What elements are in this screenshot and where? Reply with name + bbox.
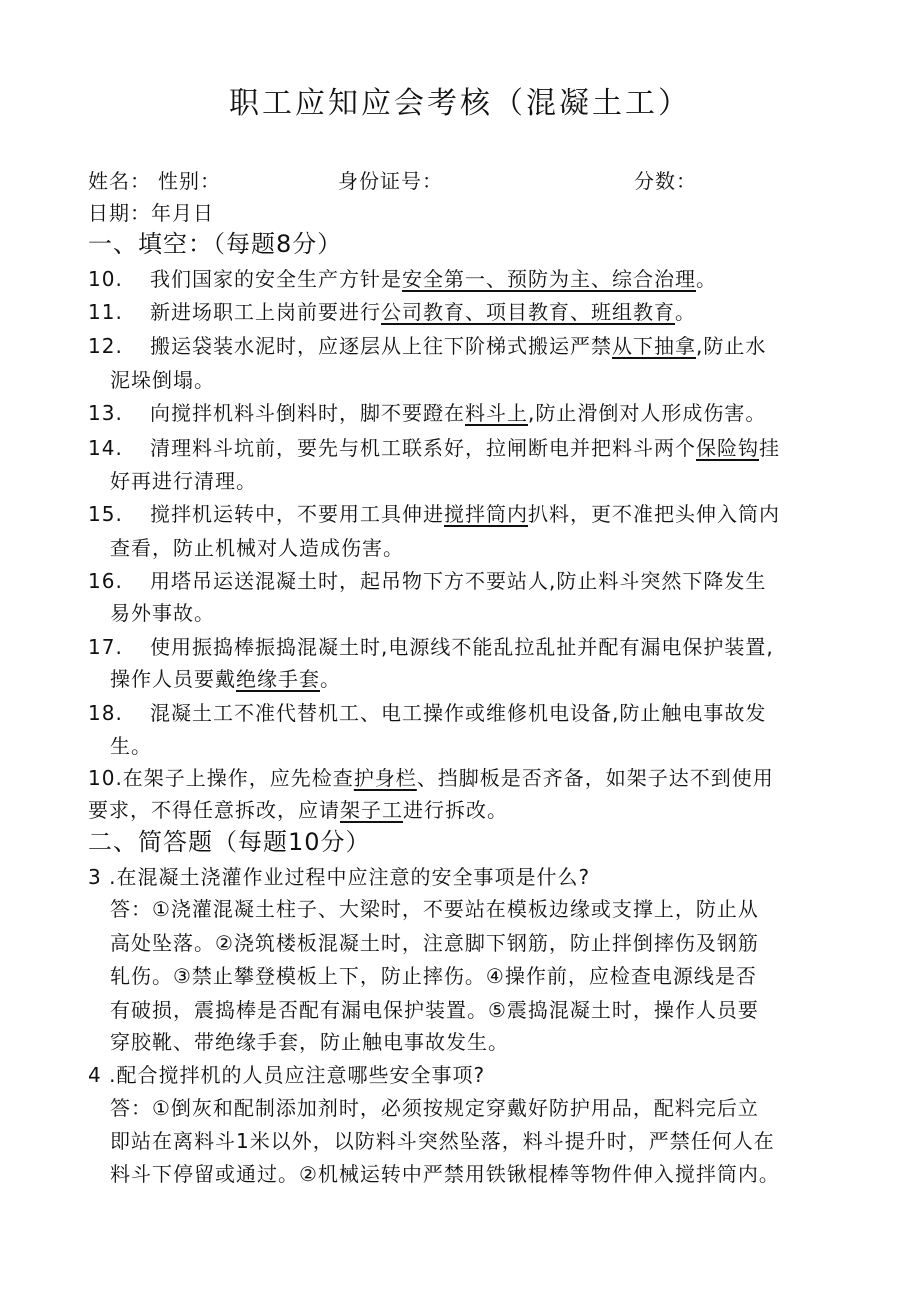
fill-item-continuation: 泥垛倒塌。 xyxy=(110,368,215,392)
item-text: 。 xyxy=(696,267,717,291)
answer-line: 穿胶靴、带绝缘手套，防止触电事故发生。 xyxy=(110,1030,509,1054)
item-text: 10.在架子上操作，应先检查 xyxy=(88,766,354,790)
fill-item-continuation: 易外事故。 xyxy=(110,601,215,625)
date-label: 日期： xyxy=(88,201,151,225)
fill-item xyxy=(88,297,696,327)
item-text: 搬运袋装水泥时，应逐层从上往下阶梯式搬运严禁 xyxy=(150,334,612,358)
fill-item xyxy=(88,763,774,793)
fill-item xyxy=(88,264,717,294)
item-text: 挂 xyxy=(759,436,780,460)
fill-item xyxy=(88,632,774,662)
answer-blank: 架子工 xyxy=(340,798,403,822)
item-number: 10. xyxy=(88,267,123,291)
answer-line: 答：①倒灰和配制添加剂时，必须按规定穿戴好防护用品，配料完后立 xyxy=(110,1096,759,1120)
answer-line: 即站在离料斗1米以外，以防料斗突然坠落，料斗提升时，严禁任何人在 xyxy=(110,1129,775,1153)
item-text: 要求，不得任意拆改，应请 xyxy=(88,798,340,822)
item-text: ,防止水 xyxy=(696,334,767,358)
item-text: 。 xyxy=(320,667,341,691)
item-text: 搅拌机运转中，不要用工具伸进 xyxy=(150,502,444,526)
answer-line: 料斗下停留或通过。②机械运转中严禁用铁锹棍棒等物件伸入搅拌筒内。 xyxy=(110,1162,780,1186)
answer-blank: 料斗上 xyxy=(465,401,528,425)
item-text: 混凝土工不准代替机工、电工操作或维修机电设备,防止触电事故发 xyxy=(150,701,767,725)
item-number: 14. xyxy=(88,436,123,460)
fill-item-continuation: 好再进行清理。 xyxy=(110,469,257,493)
item-number: 12. xyxy=(88,334,123,358)
answer-blank: 绝缘手套 xyxy=(236,667,320,691)
gender-label: 性别： xyxy=(158,169,221,193)
item-number: 11. xyxy=(88,300,123,324)
section-fill-title: 一、填空：（每题8分） xyxy=(88,230,343,258)
answer-blank: 安全第一、预防为主、综合治理 xyxy=(402,267,696,291)
section-short-answer-title: 二、简答题（每题10分） xyxy=(88,828,371,856)
answer-blank: 公司教育、项目教育、班组教育 xyxy=(381,300,675,324)
name-label: 姓名： xyxy=(88,169,151,193)
answer-line: 答：①浇灌混凝土柱子、大梁时，不要站在模板边缘或支撑上，防止从 xyxy=(110,897,759,921)
item-text: 向搅拌机料斗倒料时，脚不要蹬在 xyxy=(150,401,465,425)
fill-item xyxy=(88,698,766,728)
fill-item-continuation: 查看，防止机械对人造成伤害。 xyxy=(110,536,404,560)
answer-blank: 从下抽拿 xyxy=(612,334,696,358)
item-text: 操作人员要戴 xyxy=(110,667,236,691)
score-label: 分数： xyxy=(634,169,697,193)
item-text: 清理料斗坑前，要先与机工联系好，拉闸断电并把料斗两个 xyxy=(150,436,696,460)
item-number: 16. xyxy=(88,569,123,593)
fill-item xyxy=(88,566,766,596)
item-text: 、挡脚板是否齐备，如架子达不到使用 xyxy=(416,766,774,790)
fill-item-continuation: 生。 xyxy=(110,734,152,758)
item-text: 用塔吊运送混凝土时，起吊物下方不要站人,防止料斗突然下降发生 xyxy=(150,569,767,593)
item-text: 。 xyxy=(675,300,696,324)
question-text: 4 .配合搅拌机的人员应注意哪些安全事项? xyxy=(88,1063,486,1087)
id-number-label: 身份证号： xyxy=(338,169,443,193)
question-text: 3 .在混凝土浇灌作业过程中应注意的安全事项是什么? xyxy=(88,865,591,889)
item-number: 15. xyxy=(88,502,123,526)
date-row xyxy=(88,198,214,228)
fill-item xyxy=(88,331,766,361)
item-number: 18. xyxy=(88,701,123,725)
fill-item xyxy=(88,499,780,529)
answer-blank: 护身栏 xyxy=(353,766,417,790)
answer-line: 有破损，震捣棒是否配有漏电保护装置。⑤震捣混凝土时，操作人员要 xyxy=(110,998,759,1022)
answer-blank: 保险钩 xyxy=(696,436,759,460)
item-text: 扒料，更不准把头伸入筒内 xyxy=(528,502,780,526)
fill-item xyxy=(88,398,766,428)
answer-line: 轧伤。③禁止攀登模板上下，防止摔伤。④操作前，应检查电源线是否 xyxy=(110,964,757,988)
fill-item-continuation xyxy=(110,664,341,694)
item-text: 使用振捣棒振捣混凝土时,电源线不能乱拉乱扯并配有漏电保护装置, xyxy=(150,635,774,659)
item-number: 17. xyxy=(88,635,123,659)
page-title: 职工应知应会考核（混凝土工） xyxy=(229,86,691,121)
item-text: 进行拆改。 xyxy=(403,798,508,822)
date-value: 年月日 xyxy=(151,201,214,225)
answer-blank: 搅拌筒内 xyxy=(444,502,528,526)
item-text: 我们国家的安全生产方针是 xyxy=(150,267,402,291)
item-text: ,防止滑倒对人形成伤害。 xyxy=(528,401,767,425)
fill-item-continuation xyxy=(88,795,508,825)
answer-line: 高处坠落。②浇筑楼板混凝土时，注意脚下钢筋，防止拌倒摔伤及钢筋 xyxy=(110,931,759,955)
item-number: 13. xyxy=(88,401,123,425)
fill-item xyxy=(88,433,780,463)
item-text: 新进场职工上岗前要进行 xyxy=(150,300,381,324)
